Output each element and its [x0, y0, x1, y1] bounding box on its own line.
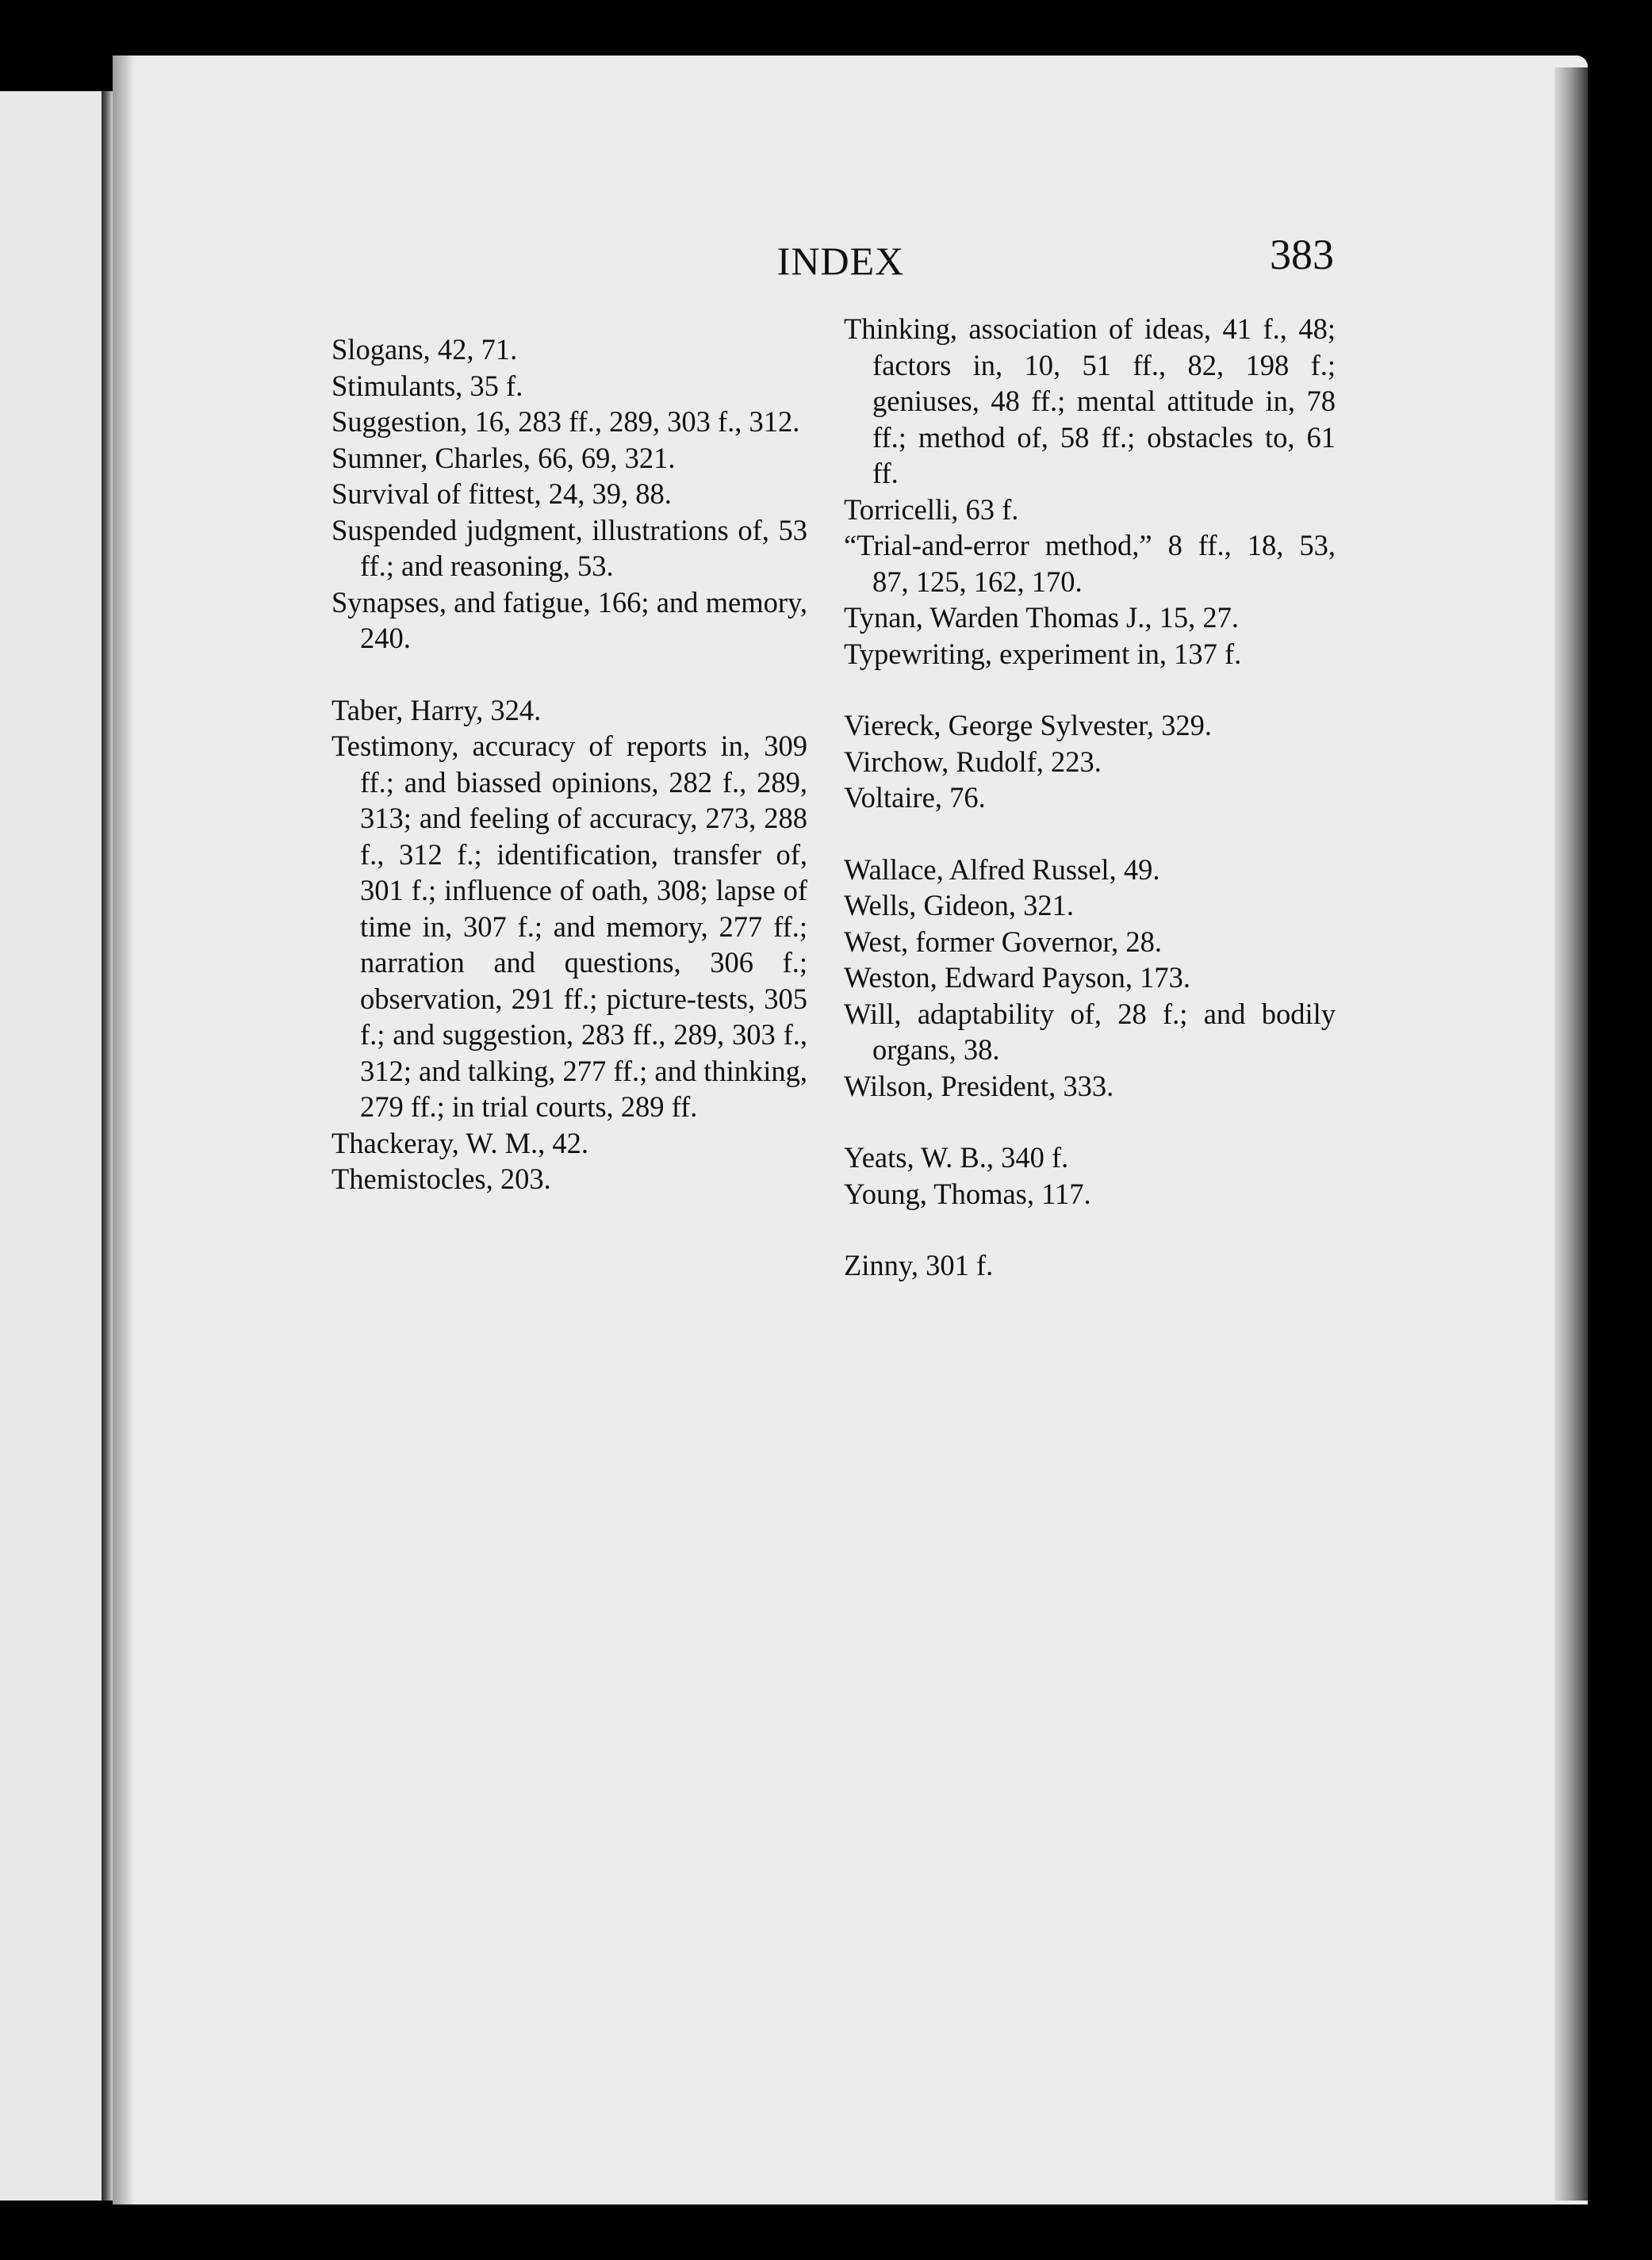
- index-entry: Young, Thomas, 117.: [844, 1177, 1091, 1210]
- index-entry: Wilson, President, 333.: [844, 1069, 1114, 1102]
- section-gap: [332, 657, 807, 692]
- index-entry: Voltaire, 76.: [844, 781, 986, 814]
- index-entry: Weston, Edward Payson, 173.: [844, 961, 1191, 994]
- index-entry: Suggestion, 16, 283 ff., 289, 303 f., 312.: [332, 405, 800, 438]
- index-entry: Virchow, Rudolf, 223.: [844, 745, 1102, 778]
- index-entry: Taber, Harry, 324.: [332, 693, 542, 726]
- index-entry: Typewriting, experiment in, 137 f.: [844, 637, 1242, 670]
- index-entry: Torricelli, 63 f.: [844, 492, 1019, 526]
- index-entry: Suspended judgment, illustrations of, 53 ff.; and reasoning, 53.: [332, 513, 807, 582]
- index-entry: Wells, Gideon, 321.: [844, 889, 1075, 921]
- index-entry: Themistocles, 203.: [332, 1163, 551, 1195]
- spine-shadow: [113, 56, 135, 2204]
- running-head: INDEX: [776, 239, 905, 283]
- index-entry: Viereck, George Sylvester, 329.: [844, 709, 1212, 741]
- index-entry: Testimony, accuracy of reports in, 309 ff.; and biassed opinions, 282 f., 289, 313; and feeling of accuracy, 273, 288 f., 312 f.; identification, transfer of, 301 f.; influence of oath, 308; lapse of time in, 307 f.; and memory, 277 ff.; narration and questions, 306 f.; observation, 291 ff.; picture-tests, 305 f.; and suggestion, 283 ff., 289, 303 f., 312; and talking, 277 ff.; and thinking, 279 ff.; in trial courts, 289 ff.: [332, 730, 808, 1123]
- index-entry: Synapses, and fatigue, 166; and memory, 240.: [332, 585, 807, 654]
- index-column-right: [844, 311, 1336, 1284]
- index-entry: Will, adaptability of, 28 f.; and bodily organs, 38.: [844, 997, 1336, 1066]
- page-edge: [1554, 67, 1588, 2201]
- index-entry: Thackeray, W. M., 42.: [332, 1126, 589, 1159]
- index-column-left: [332, 331, 807, 1197]
- index-entry: Thinking, association of ideas, 41 f., 48; factors in, 10, 51 ff., 82, 198 f.; geniuses, 48 ff.; mental attitude in, 78 ff.; method of, 58 ff.; obstacles to, 61 ff.: [844, 312, 1336, 489]
- page-number: 383: [1270, 231, 1334, 278]
- section-gap: [844, 816, 1336, 852]
- section-gap: [844, 672, 1336, 707]
- index-entry: Tynan, Warden Thomas J., 15, 27.: [844, 601, 1240, 634]
- index-entry: Wallace, Alfred Russel, 49.: [844, 852, 1160, 886]
- section-gap: [844, 1212, 1336, 1247]
- index-entry: Survival of fittest, 24, 39, 88.: [332, 477, 672, 510]
- index-entry: Yeats, W. B., 340 f.: [844, 1141, 1069, 1174]
- facing-page: [0, 91, 113, 2201]
- index-entry: Slogans, 42, 71.: [332, 333, 518, 366]
- index-entry: Stimulants, 35 f.: [332, 369, 523, 402]
- index-entry: West, former Governor, 28.: [844, 925, 1163, 958]
- section-gap: [844, 1104, 1336, 1140]
- index-entry: Zinny, 301 f.: [844, 1249, 994, 1281]
- facing-page-edge: [102, 91, 113, 2201]
- index-entry: Sumner, Charles, 66, 69, 321.: [332, 441, 676, 474]
- index-entry: “Trial-and-error method,” 8 ff., 18, 53, 87, 125, 162, 170.: [844, 529, 1336, 598]
